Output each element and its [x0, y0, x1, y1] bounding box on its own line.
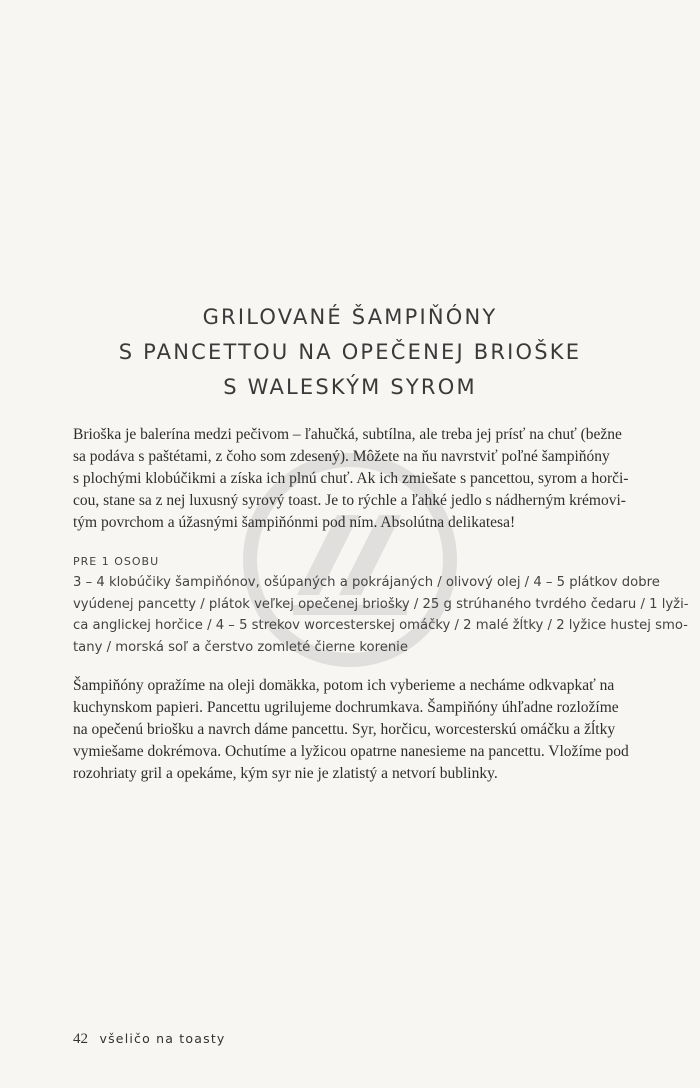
recipe-intro	[73, 424, 693, 534]
ingredients-list	[73, 572, 693, 658]
method-line: na opečenú briošku a navrch dáme pancettu. Syr, horčicu, worcesterskú omáčku a žĺtky	[73, 721, 616, 738]
ingredients-line: ca anglickej horčice / 4 – 5 strekov worcesterskej omáčky / 2 malé žĺtky / 2 lyžice hustej smo-	[73, 618, 688, 633]
page-footer	[73, 1031, 226, 1048]
intro-line: Brioška je balerína medzi pečivom – ľahučká, subtílna, ale treba jej prísť na chuť (bežne	[73, 426, 622, 443]
recipe-method	[73, 675, 693, 785]
section-name: všeličo na toasty	[99, 1031, 226, 1046]
recipe-title	[60, 300, 640, 405]
intro-line: cou, stane sa z nej luxusný syrový toast. Je to rýchle a ľahké jedlo s nádherným krémovi-	[73, 492, 626, 509]
recipe-title-line: S WALESKÝM SYROM	[223, 375, 477, 399]
method-line: rozohriaty gril a opekáme, kým syr nie je zlatistý a netvorí bublinky.	[73, 765, 498, 782]
recipe-title-line: S PANCETTOU NA OPEČENEJ BRIOŠKE	[118, 340, 582, 364]
ingredients-line: 3 – 4 klobúčiky šampiňónov, ošúpaných a pokrájaných / olivový olej / 4 – 5 plátkov dobre	[73, 575, 660, 590]
ingredients-line: vyúdenej pancetty / plátok veľkej opečenej briošky / 25 g strúhaného tvrdého čedaru / 1 lyži-	[73, 596, 689, 612]
ingredients-line: tany / morská soľ a čerstvo zomleté čierne korenie	[73, 639, 408, 655]
recipe-title-line: GRILOVANÉ ŠAMPIŇÓNY	[202, 305, 498, 329]
serving-size: PRE 1 OSOBU	[73, 555, 160, 568]
method-line: Šampiňóny opražíme na oleji domäkka, potom ich vyberieme a necháme odkvapkať na	[73, 677, 615, 694]
intro-line: sa podáva s paštétami, z čoho som zdesený). Môžete na ňu navrstviť poľné šampiňóny	[73, 448, 610, 465]
intro-line: tým povrchom a úžasnými šampiňónmi pod ním. Absolútna delikatesa!	[73, 514, 516, 531]
method-line: kuchynskom papieri. Pancettu ugrilujeme dochrumkava. Šampiňóny úhľadne rozložíme	[73, 699, 619, 716]
intro-line: s plochými klobúčikmi a získa ich plnú chuť. Ak ich zmiešate s pancettou, syrom a horči-	[73, 470, 629, 487]
method-line: vymiešame dokrémova. Ochutíme a lyžicou opatrne nanesieme na pancettu. Vložíme pod	[73, 743, 629, 760]
page-number: 42	[73, 1031, 88, 1047]
